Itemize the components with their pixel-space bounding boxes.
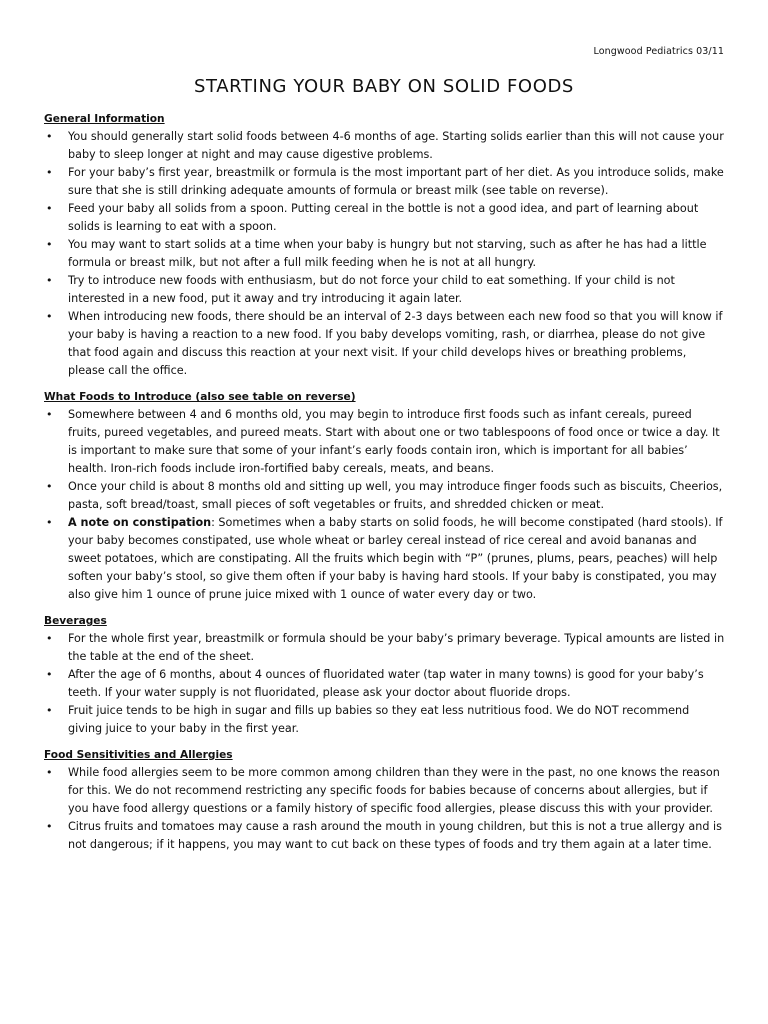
document-body bbox=[44, 111, 726, 863]
header-note: Longwood Pediatrics 03/11 bbox=[593, 46, 724, 57]
list-item-text: Try to introduce new foods with enthusiasm, but do not force your child to eat something. If your child is not interested in a new food, put it away and try introducing it again later. bbox=[68, 274, 675, 305]
list-item-text: After the age of 6 months, about 4 ounces of fluoridated water (tap water in many towns) is good for your baby’s teeth. If your water supply is not fluoridated, please ask your doctor about fluoride drops. bbox=[68, 668, 704, 699]
list-item-text: You should generally start solid foods between 4-6 months of age. Starting solids earlier than this will not cause your baby to sleep longer at night and may cause digestive problems. bbox=[68, 130, 724, 161]
list-item-text: While food allergies seem to be more common among children than they were in the past, no one knows the reason for this. We do not recommend restricting any specific foods for babies because of concerns about allergies, but if you have food allergy questions or a family history of specific food allergies, please discuss this with your provider. bbox=[68, 766, 720, 815]
section-heading: Food Sensitivities and Allergies bbox=[44, 749, 233, 761]
section-beverages bbox=[44, 613, 726, 738]
list-item-text: : Sometimes when a baby starts on solid foods, he will become constipated (hard stools). If your baby becomes constipated, use whole wheat or barley cereal instead of rice cereal and avoid bananas and sweet potatoes, which are constipating. All the fruits which begin with “P” (prunes, plums, pears, peaches) will help soften your baby’s stool, so give them often if your baby is having hard stools. If your baby is constipated, you may also give him 1 ounce of prune juice mixed with 1 ounce of water every day or two. bbox=[68, 516, 723, 601]
list-item-text: For your baby’s first year, breastmilk or formula is the most important part of her diet. As you introduce solids, make sure that she is still drinking adequate amounts of formula or breast milk (see table on reverse). bbox=[68, 166, 724, 197]
bullet-icon: • bbox=[46, 480, 53, 493]
bullet-icon: • bbox=[46, 668, 53, 681]
page-title: STARTING YOUR BABY ON SOLID FOODS bbox=[194, 76, 574, 97]
bullet-icon: • bbox=[46, 202, 53, 215]
bullet-list bbox=[44, 128, 726, 380]
list-item bbox=[44, 128, 726, 164]
list-item bbox=[44, 308, 726, 380]
bullet-icon: • bbox=[46, 632, 53, 645]
list-item bbox=[44, 272, 726, 308]
bullet-icon: • bbox=[46, 238, 53, 251]
bullet-list bbox=[44, 406, 726, 604]
bullet-list bbox=[44, 764, 726, 854]
list-item-text: For the whole first year, breastmilk or formula should be your baby’s primary beverage. Typical amounts are listed in the table at the end of the sheet. bbox=[68, 632, 725, 663]
list-item-text: Citrus fruits and tomatoes may cause a rash around the mouth in young children, but this is not a true allergy and is not dangerous; if it happens, you may want to cut back on these types of foods and try them again at a later time. bbox=[68, 820, 722, 851]
list-item-text: When introducing new foods, there should be an interval of 2-3 days between each new food so that you will know if your baby is having a reaction to a new food. If you baby develops vomiting, rash, or diarrhea, please do not give that food again and discuss this reaction at your next visit. If your child develops hives or breathing problems, please call the office. bbox=[68, 310, 723, 377]
list-item bbox=[44, 666, 726, 702]
section-heading: Beverages bbox=[44, 615, 107, 627]
bullet-icon: • bbox=[46, 166, 53, 179]
list-item-text: Somewhere between 4 and 6 months old, you may begin to introduce first foods such as infant cereals, pureed fruits, pureed vegetables, and pureed meats. Start with about one or two tablespoons of food once or twice a day. It is important to make sure that some of your infant’s early foods contain iron, which is important for all babies’ health. Iron-rich foods include iron-fortified baby cereals, meats, and beans. bbox=[68, 408, 720, 475]
bullet-icon: • bbox=[46, 274, 53, 287]
bullet-list bbox=[44, 630, 726, 738]
bullet-icon: • bbox=[46, 516, 53, 529]
list-item-text: Fruit juice tends to be high in sugar and fills up babies so they eat less nutritious food. We do NOT recommend giving juice to your baby in the first year. bbox=[68, 704, 690, 735]
list-item bbox=[44, 702, 726, 738]
bullet-icon: • bbox=[46, 820, 53, 833]
list-item bbox=[44, 236, 726, 272]
list-item-text: You may want to start solids at a time when your baby is hungry but not starving, such as after he has had a little formula or breast milk, but not after a full milk feeding when he is not at all hungry. bbox=[68, 238, 707, 269]
list-item bbox=[44, 478, 726, 514]
list-item-text: Feed your baby all solids from a spoon. Putting cereal in the bottle is not a good idea, and part of learning about solids is learning to eat with a spoon. bbox=[68, 202, 699, 233]
section-general-information bbox=[44, 111, 726, 380]
section-what-foods-to-introduce bbox=[44, 389, 726, 604]
bullet-icon: • bbox=[46, 766, 53, 779]
list-item bbox=[44, 514, 726, 604]
bullet-icon: • bbox=[46, 408, 53, 421]
section-heading: What Foods to Introduce (also see table on reverse) bbox=[44, 391, 356, 403]
list-item bbox=[44, 630, 726, 666]
bullet-icon: • bbox=[46, 704, 53, 717]
constipation-note-lead: A note on constipation bbox=[68, 516, 212, 529]
bullet-icon: • bbox=[46, 130, 53, 143]
list-item bbox=[44, 406, 726, 478]
list-item bbox=[44, 200, 726, 236]
bullet-icon: • bbox=[46, 310, 53, 323]
section-heading: General Information bbox=[44, 113, 165, 125]
list-item-text: Once your child is about 8 months old and sitting up well, you may introduce finger foods such as biscuits, Cheerios, pasta, soft bread/toast, small pieces of soft vegetables or fruits, and shredded chicken or meat. bbox=[68, 480, 723, 511]
list-item bbox=[44, 818, 726, 854]
section-food-sensitivities-and-allergies bbox=[44, 747, 726, 854]
list-item bbox=[44, 164, 726, 200]
list-item bbox=[44, 764, 726, 818]
